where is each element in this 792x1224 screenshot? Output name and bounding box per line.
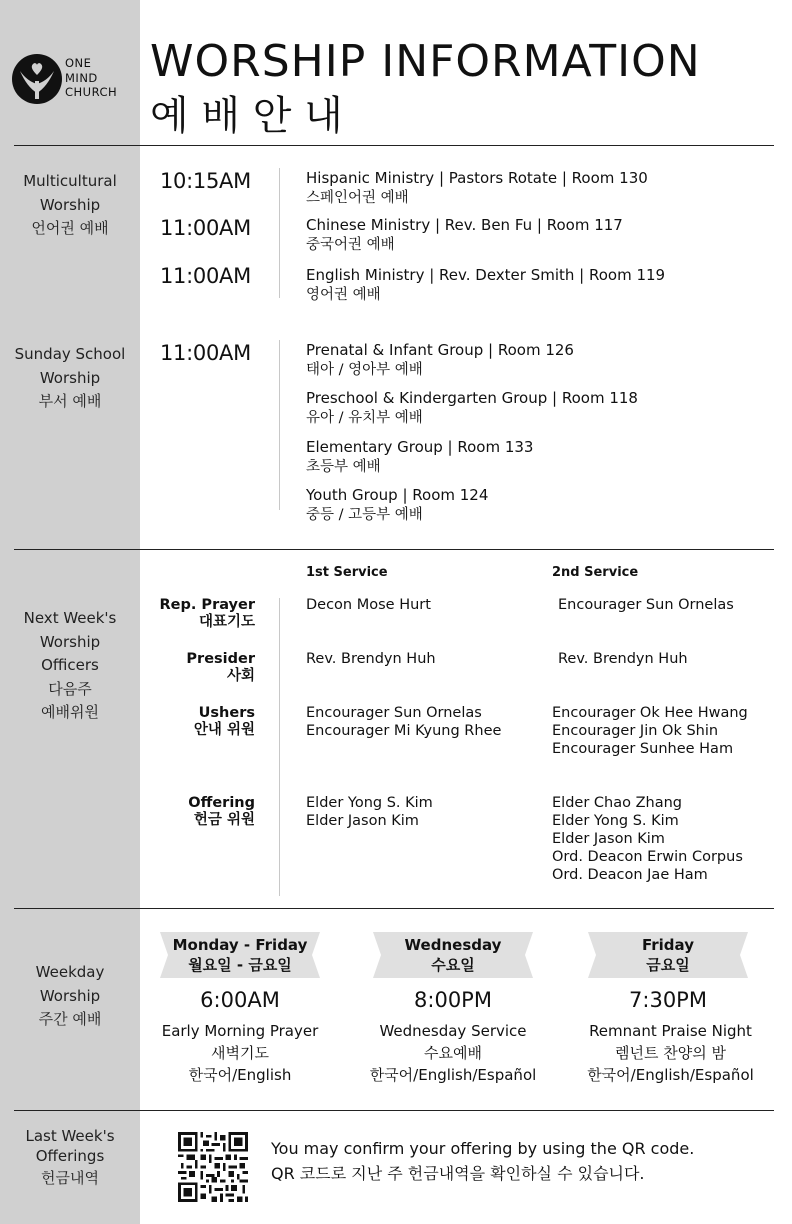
- label-line: 언어권 예배: [31, 219, 109, 237]
- label-line: Multicultural: [23, 172, 117, 190]
- service-name: English Ministry | Rev. Dexter Smith | Room 119: [306, 266, 666, 284]
- day-banner-text: [160, 935, 320, 975]
- officer-name: Elder Chao Zhang: [552, 795, 682, 811]
- role-kr: 안내 위원: [193, 722, 255, 738]
- first-service-names: [306, 704, 501, 740]
- officer-name: Elder Yong S. Kim: [552, 813, 679, 829]
- service-time: 11:00AM: [160, 216, 251, 240]
- service-item: [306, 265, 665, 305]
- day-kr: 수요일: [431, 956, 475, 974]
- label-line: Sunday School: [14, 345, 126, 363]
- service-time: 11:00AM: [160, 264, 251, 288]
- group-item: [306, 437, 533, 477]
- service-korean: 중국어권 예배: [306, 237, 395, 253]
- label-line: Officers: [41, 656, 99, 674]
- offerings-label: [6, 1126, 134, 1188]
- service-item: [306, 215, 623, 255]
- group-name: Elementary Group | Room 133: [306, 438, 534, 456]
- weekday-time: 8:00PM: [414, 988, 492, 1012]
- label-line: Worship: [39, 632, 101, 651]
- role-kr: 사회: [226, 668, 255, 684]
- label-line: 헌금내역: [41, 1169, 99, 1187]
- offering-instructions: [271, 1136, 694, 1186]
- first-service-names: [306, 650, 436, 668]
- service-time: 10:15AM: [160, 169, 251, 193]
- label-line: 부서 예배: [38, 392, 102, 410]
- page-subtitle: 예 배 안 내: [150, 93, 343, 139]
- service-en: Remnant Praise Night: [589, 1022, 752, 1040]
- column-divider: [279, 168, 280, 298]
- label-line: 예배위원: [41, 703, 99, 721]
- role-en: Offering: [188, 795, 255, 811]
- first-service-header: 1st Service: [306, 565, 388, 580]
- officer-name: Elder Jason Kim: [552, 831, 665, 847]
- multicultural-label: [6, 170, 134, 241]
- label-line: Weekday: [35, 963, 105, 981]
- role-en: Ushers: [198, 705, 255, 721]
- second-service-names: [558, 596, 734, 614]
- officer-name: Elder Yong S. Kim: [306, 795, 433, 811]
- first-service-names: [306, 596, 431, 614]
- service-languages: 한국어/English/Español: [369, 1066, 537, 1084]
- church-logo: [11, 52, 131, 106]
- weekday-time: 6:00AM: [200, 988, 280, 1012]
- officer-name: Encourager Jin Ok Shin: [552, 723, 719, 739]
- label-line: Offerings: [35, 1147, 105, 1165]
- role-en: Presider: [186, 651, 255, 667]
- label-line: Worship: [39, 986, 101, 1005]
- divider: [14, 908, 774, 909]
- officer-name: Ord. Deacon Erwin Corpus: [552, 849, 743, 865]
- label-line: Last Week's: [25, 1127, 115, 1145]
- service-time: 11:00AM: [160, 341, 251, 365]
- group-korean: 중등 / 고등부 예배: [306, 507, 423, 523]
- label-line: 주간 예배: [38, 1010, 102, 1028]
- first-service-names: [306, 794, 433, 830]
- role-label: [160, 597, 256, 631]
- role-label: [188, 795, 255, 829]
- group-korean: 태아 / 영아부 예배: [306, 362, 423, 378]
- heart-tree-icon: [11, 53, 63, 105]
- role-kr: 헌금 위원: [193, 812, 255, 828]
- label-line: Next Week's: [23, 609, 117, 627]
- group-item: [306, 340, 574, 380]
- church-name-line: MIND: [65, 70, 98, 85]
- second-service-header: 2nd Service: [552, 565, 639, 580]
- label-line: Worship: [39, 195, 101, 214]
- group-name: Youth Group | Room 124: [306, 486, 489, 504]
- church-name-line: ONE: [65, 56, 92, 70]
- service-item: [306, 168, 648, 208]
- church-name: [65, 56, 117, 100]
- divider: [14, 145, 774, 146]
- officer-name: Encourager Sunhee Ham: [552, 741, 734, 757]
- column-divider: [279, 340, 280, 510]
- weekday-description: [140, 1020, 340, 1086]
- sunday-school-label: [6, 343, 134, 414]
- day-banner-text: [588, 935, 748, 975]
- second-service-names: [558, 650, 688, 668]
- officers-label: [6, 607, 134, 725]
- officer-name: Rev. Brendyn Huh: [558, 651, 688, 667]
- weekday-description: [353, 1020, 553, 1086]
- second-service-names: [552, 794, 743, 884]
- service-name: Chinese Ministry | Rev. Ben Fu | Room 117: [306, 216, 623, 234]
- instruction-kr: QR 코드로 지난 주 헌금내역을 확인하실 수 있습니다.: [271, 1164, 645, 1183]
- service-kr: 새벽기도: [211, 1044, 269, 1062]
- second-service-names: [552, 704, 748, 758]
- weekday-description: [568, 1020, 773, 1086]
- service-languages: 한국어/English: [188, 1066, 292, 1084]
- group-korean: 유아 / 유치부 예배: [306, 410, 423, 426]
- label-line: 다음주: [48, 679, 92, 698]
- page-title: WORSHIP INFORMATION: [150, 36, 701, 87]
- service-name: Hispanic Ministry | Pastors Rotate | Room 130: [306, 169, 648, 187]
- role-label: [186, 651, 255, 685]
- service-korean: 스페인어권 예배: [306, 190, 409, 206]
- service-en: Early Morning Prayer: [161, 1022, 319, 1040]
- day-kr: 금요일: [646, 956, 690, 974]
- instruction-en: You may confirm your offering by using the QR code.: [271, 1139, 695, 1158]
- column-divider: [279, 598, 280, 896]
- group-item: [306, 485, 488, 525]
- officer-name: Decon Mose Hurt: [306, 597, 431, 613]
- group-item: [306, 388, 638, 428]
- officer-name: Encourager Mi Kyung Rhee: [306, 723, 502, 739]
- role-label: [194, 705, 255, 739]
- service-kr: 수요예배: [424, 1044, 482, 1062]
- day-en: Monday - Friday: [172, 936, 308, 954]
- group-name: Prenatal & Infant Group | Room 126: [306, 341, 574, 359]
- day-en: Wednesday: [404, 936, 502, 954]
- church-name-line: CHURCH: [65, 85, 118, 99]
- label-line: Worship: [39, 368, 101, 387]
- officer-name: Encourager Ok Hee Hwang: [552, 705, 748, 721]
- service-kr: 렘넌트 찬양의 밤: [615, 1044, 726, 1062]
- officer-name: Elder Jason Kim: [306, 813, 419, 829]
- officer-name: Encourager Sun Ornelas: [306, 705, 482, 721]
- divider: [14, 1110, 774, 1111]
- service-languages: 한국어/English/Español: [587, 1066, 754, 1084]
- day-kr: 월요일 - 금요일: [188, 956, 292, 974]
- day-en: Friday: [641, 936, 694, 954]
- day-banner-text: [373, 935, 533, 975]
- service-korean: 영어권 예배: [306, 287, 381, 303]
- officer-name: Rev. Brendyn Huh: [306, 651, 436, 667]
- role-kr: 대표기도: [198, 614, 255, 630]
- group-name: Preschool & Kindergarten Group | Room 118: [306, 389, 638, 407]
- group-korean: 초등부 예배: [306, 459, 381, 475]
- weekday-label: [6, 961, 134, 1032]
- weekday-time: 7:30PM: [629, 988, 707, 1012]
- qr-code-icon[interactable]: [178, 1132, 248, 1202]
- officer-name: Encourager Sun Ornelas: [558, 597, 734, 613]
- officer-name: Ord. Deacon Jae Ham: [552, 867, 708, 883]
- service-en: Wednesday Service: [379, 1022, 527, 1040]
- divider: [14, 549, 774, 550]
- role-en: Rep. Prayer: [159, 597, 255, 613]
